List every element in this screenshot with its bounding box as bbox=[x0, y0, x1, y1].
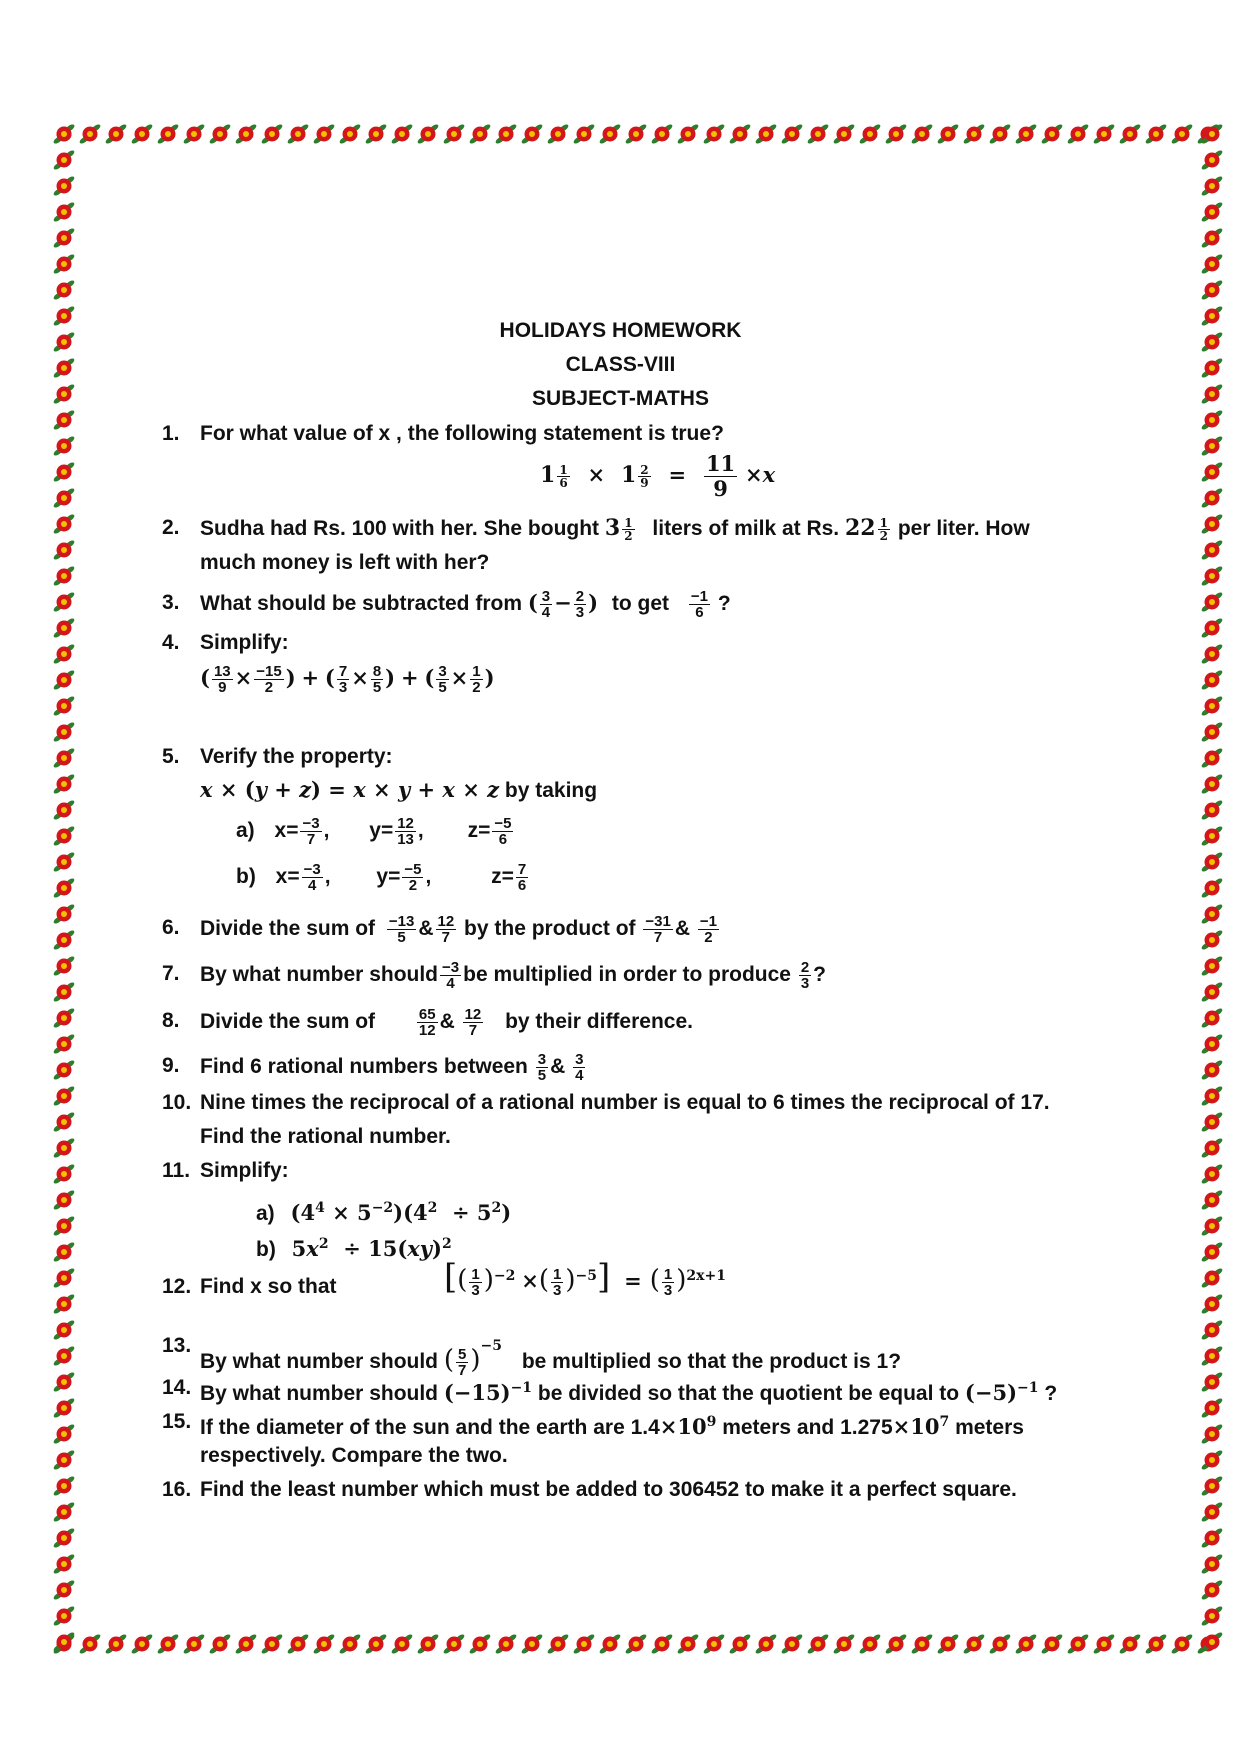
q15-text-a: If the diameter of the sun and the earth are 1.4 bbox=[200, 1416, 660, 1439]
flower-icon bbox=[52, 825, 75, 847]
q11-a-label: a) bbox=[256, 1202, 275, 1225]
flower-icon bbox=[52, 1111, 75, 1133]
flower-icon bbox=[780, 1633, 803, 1655]
flower-icon bbox=[1200, 1371, 1223, 1393]
flower-icon bbox=[806, 1633, 829, 1655]
q15-number: 15. bbox=[162, 1410, 192, 1433]
flower-icon bbox=[52, 123, 75, 145]
flower-icon bbox=[858, 123, 881, 145]
flower-icon bbox=[1118, 123, 1141, 145]
flower-icon bbox=[1200, 721, 1223, 743]
flower-icon bbox=[1200, 617, 1223, 639]
flower-icon bbox=[286, 123, 309, 145]
flower-icon bbox=[52, 149, 75, 171]
flower-icon bbox=[650, 123, 673, 145]
q15-text-b: meters and 1.275 bbox=[722, 1416, 893, 1439]
flower-icon bbox=[910, 123, 933, 145]
flower-icon bbox=[52, 1215, 75, 1237]
flower-icon bbox=[1200, 695, 1223, 717]
flower-icon bbox=[208, 1633, 231, 1655]
flower-icon bbox=[1200, 409, 1223, 431]
flower-icon bbox=[988, 123, 1011, 145]
flower-icon bbox=[442, 123, 465, 145]
flower-icon bbox=[806, 123, 829, 145]
q3-line: What should be subtracted from ( $\frac{3}{4}$ − $\frac{2}{3}$ ) to get $\frac{-1}{6}$ ? bbox=[200, 588, 731, 621]
flower-icon bbox=[1200, 1007, 1223, 1029]
flower-icon bbox=[650, 1633, 673, 1655]
flower-icon bbox=[1200, 487, 1223, 509]
flower-icon bbox=[884, 1633, 907, 1655]
flower-icon bbox=[1200, 279, 1223, 301]
flower-icon bbox=[52, 981, 75, 1003]
flower-icon bbox=[52, 851, 75, 873]
q5-a-label: a) bbox=[236, 819, 255, 843]
flower-icon bbox=[1066, 1633, 1089, 1655]
flower-icon bbox=[260, 123, 283, 145]
flower-icon bbox=[1200, 539, 1223, 561]
q9-number: 9. bbox=[162, 1054, 180, 1077]
flower-icon bbox=[1144, 1633, 1167, 1655]
flower-icon bbox=[52, 1189, 75, 1211]
flower-icon bbox=[832, 1633, 855, 1655]
flower-icon bbox=[104, 1633, 127, 1655]
q2-line2: much money is left with her? bbox=[200, 551, 490, 574]
q7-text-b: be multiplied in order to produce bbox=[463, 963, 791, 987]
flower-icon bbox=[52, 1553, 75, 1575]
q14-number: 14. bbox=[162, 1376, 192, 1399]
flower-icon bbox=[1200, 1631, 1223, 1653]
q11-text: Simplify: bbox=[200, 1159, 289, 1182]
q2-line1: Sudha had Rs. 100 with her. She bought 3 $\frac{1}{2}$ liters of milk at Rs. 22 $\frac{1}{2}$ per liter. How bbox=[200, 515, 1030, 543]
flower-icon bbox=[676, 1633, 699, 1655]
flower-icon bbox=[52, 669, 75, 691]
q11-number: 11. bbox=[162, 1159, 191, 1182]
q13-line: By what number should ( $\frac{5}{7}$ )$^{-5}$ be multiplied so that the product is 1? bbox=[200, 1338, 902, 1379]
q6-line: Divide the sum of $\frac{-13}{5}$ & $\frac{12}{7}$ by the product of $\frac{-31}{7}$ & $\frac{-1}{2}$ bbox=[200, 913, 717, 946]
flower-icon bbox=[1200, 1553, 1223, 1575]
flower-icon bbox=[156, 123, 179, 145]
flower-icon bbox=[702, 123, 725, 145]
flower-icon bbox=[78, 1633, 101, 1655]
q15-line2: respectively. Compare the two. bbox=[200, 1444, 508, 1467]
q11-b-label: b) bbox=[256, 1238, 276, 1261]
q5-property-suffix: by taking bbox=[504, 779, 598, 802]
flower-icon bbox=[104, 123, 127, 145]
flower-icon bbox=[52, 1293, 75, 1315]
flower-icon bbox=[52, 903, 75, 925]
flower-icon bbox=[1014, 123, 1037, 145]
q3-text-b: to get bbox=[611, 592, 670, 616]
q2-text-b: liters of milk at Rs. bbox=[652, 517, 840, 540]
flower-icon bbox=[312, 123, 335, 145]
flower-icon bbox=[52, 1163, 75, 1185]
flower-icon bbox=[1144, 123, 1167, 145]
q7-text-a: By what number should bbox=[200, 963, 439, 987]
flower-icon bbox=[52, 1033, 75, 1055]
q7-number: 7. bbox=[162, 962, 180, 985]
flower-icon bbox=[234, 1633, 257, 1655]
flower-icon bbox=[1170, 1633, 1193, 1655]
flower-icon bbox=[962, 123, 985, 145]
flower-icon bbox=[1200, 1137, 1223, 1159]
flower-icon bbox=[52, 1501, 75, 1523]
flower-icon bbox=[52, 1423, 75, 1445]
q5-text: Verify the property: bbox=[200, 745, 393, 768]
flower-icon bbox=[52, 435, 75, 457]
flower-icon bbox=[1200, 851, 1223, 873]
q2-number: 2. bbox=[162, 516, 180, 539]
flower-icon bbox=[1200, 201, 1223, 223]
flower-icon bbox=[676, 123, 699, 145]
q1-equation: 1 $\frac{1}{6}$ × 1 $\frac{2}{9}$ = $\frac{11}{9}$ ×x bbox=[540, 451, 776, 501]
flower-icon bbox=[1200, 1267, 1223, 1289]
flower-icon bbox=[52, 591, 75, 613]
flower-icon bbox=[1200, 175, 1223, 197]
q15-text-c: meters bbox=[955, 1416, 1024, 1439]
flower-icon bbox=[754, 123, 777, 145]
flower-icon bbox=[52, 279, 75, 301]
flower-icon bbox=[390, 1633, 413, 1655]
flower-icon bbox=[390, 123, 413, 145]
flower-icon bbox=[728, 123, 751, 145]
flower-icon bbox=[52, 617, 75, 639]
flower-icon bbox=[1200, 1241, 1223, 1263]
flower-icon bbox=[1200, 955, 1223, 977]
flower-icon bbox=[598, 1633, 621, 1655]
flower-icon bbox=[468, 123, 491, 145]
q7-line: By what number should $\frac{-3}{4}$ be multiplied in order to produce $\frac{2}{3}$ ? bbox=[200, 959, 826, 992]
flower-icon bbox=[78, 123, 101, 145]
q10-number: 10. bbox=[162, 1091, 192, 1114]
q5-part-b: b) x= $\frac{-3}{4}$ , y= $\frac{-5}{2}$ , z= $\frac{7}{6}$ bbox=[236, 861, 527, 894]
q2-text-c: per liter. How bbox=[897, 517, 1030, 540]
q5-number: 5. bbox=[162, 745, 180, 768]
q13-number: 13. bbox=[162, 1334, 192, 1357]
q6-text-a: Divide the sum of bbox=[200, 917, 376, 941]
flower-icon bbox=[52, 1319, 75, 1341]
flower-icon bbox=[858, 1633, 881, 1655]
flower-icon bbox=[52, 1137, 75, 1159]
q8-text-b: by their difference. bbox=[505, 1010, 693, 1034]
flower-icon bbox=[1200, 929, 1223, 951]
flower-icon bbox=[416, 1633, 439, 1655]
flower-icon bbox=[52, 877, 75, 899]
flower-icon bbox=[1200, 903, 1223, 925]
flower-icon bbox=[1200, 1215, 1223, 1237]
flower-icon bbox=[52, 487, 75, 509]
flower-icon bbox=[52, 175, 75, 197]
flower-icon bbox=[52, 1449, 75, 1471]
q13-text-b: be multiplied so that the product is 1? bbox=[521, 1350, 902, 1373]
flower-icon bbox=[1118, 1633, 1141, 1655]
flower-icon bbox=[1200, 1059, 1223, 1081]
flower-icon bbox=[52, 1631, 75, 1653]
flower-icon bbox=[234, 123, 257, 145]
q9-line: Find 6 rational numbers between $\frac{3}{5}$ & $\frac{3}{4}$ bbox=[200, 1051, 584, 1084]
q4-expression: ( $\frac{13}{9}$ × $\frac{-15}{2}$ ) + ( $\frac{7}{3}$ × $\frac{8}{5}$ ) + ( $\frac{3}{5}$ × $\frac{1}{2}$ ) bbox=[200, 663, 495, 696]
flower-icon bbox=[1200, 1475, 1223, 1497]
q16-text: Find the least number which must be added to 306452 to make it a perfect square. bbox=[200, 1478, 1017, 1501]
flower-icon bbox=[1200, 591, 1223, 613]
flower-icon bbox=[52, 1527, 75, 1549]
flower-icon bbox=[364, 123, 387, 145]
flower-icon bbox=[910, 1633, 933, 1655]
q8-number: 8. bbox=[162, 1009, 180, 1032]
flower-icon bbox=[1200, 513, 1223, 535]
flower-icon bbox=[1200, 1189, 1223, 1211]
q6-text-b: by the product of bbox=[464, 917, 636, 941]
q12-text: Find x so that bbox=[200, 1275, 337, 1298]
q16-number: 16. bbox=[162, 1478, 192, 1501]
flower-icon bbox=[702, 1633, 725, 1655]
q13-text-a: By what number should bbox=[200, 1350, 439, 1373]
flower-icon bbox=[1092, 123, 1115, 145]
flower-icon bbox=[416, 123, 439, 145]
q15-line1: If the diameter of the sun and the earth are $1.4\times 10^9$ meters and $1.275\times 10^7$ meters bbox=[200, 1414, 1024, 1439]
q10-line1: Nine times the reciprocal of a rational number is equal to 6 times the reciprocal of 17. bbox=[200, 1091, 1050, 1114]
flower-icon bbox=[1200, 149, 1223, 171]
flower-icon bbox=[1200, 1163, 1223, 1185]
flower-icon bbox=[572, 1633, 595, 1655]
flower-icon bbox=[832, 123, 855, 145]
flower-icon bbox=[936, 1633, 959, 1655]
flower-icon bbox=[52, 721, 75, 743]
flower-icon bbox=[52, 1397, 75, 1419]
q14-line: By what number should $(-15)^{-1}$ be divided so that the quotient be equal to $(-5)^{-1}$ ? bbox=[200, 1380, 1058, 1405]
flower-icon bbox=[182, 123, 205, 145]
flower-icon bbox=[1092, 1633, 1115, 1655]
flower-icon bbox=[52, 1475, 75, 1497]
flower-icon bbox=[546, 1633, 569, 1655]
flower-icon bbox=[52, 409, 75, 431]
flower-icon bbox=[754, 1633, 777, 1655]
flower-icon bbox=[1200, 1397, 1223, 1419]
flower-icon bbox=[52, 1085, 75, 1107]
flower-icon bbox=[52, 643, 75, 665]
flower-icon bbox=[520, 123, 543, 145]
flower-icon bbox=[1200, 747, 1223, 769]
flower-icon bbox=[1200, 1111, 1223, 1133]
flower-icon bbox=[52, 461, 75, 483]
flower-icon bbox=[494, 1633, 517, 1655]
flower-icon bbox=[1200, 123, 1223, 145]
flower-border-bottom bbox=[52, 1632, 1224, 1656]
flower-icon bbox=[52, 1007, 75, 1029]
flower-icon bbox=[182, 1633, 205, 1655]
flower-icon bbox=[208, 123, 231, 145]
flower-icon bbox=[728, 1633, 751, 1655]
flower-icon bbox=[338, 123, 361, 145]
q9-text: Find 6 rational numbers between bbox=[200, 1055, 528, 1079]
flower-icon bbox=[52, 565, 75, 587]
flower-icon bbox=[52, 955, 75, 977]
flower-icon bbox=[312, 1633, 335, 1655]
flower-icon bbox=[1200, 877, 1223, 899]
flower-icon bbox=[572, 123, 595, 145]
flower-icon bbox=[1200, 773, 1223, 795]
flower-icon bbox=[546, 123, 569, 145]
q3-number: 3. bbox=[162, 591, 180, 614]
flower-icon bbox=[52, 227, 75, 249]
flower-icon bbox=[52, 1267, 75, 1289]
flower-icon bbox=[1200, 1033, 1223, 1055]
q12-number: 12. bbox=[162, 1275, 192, 1298]
q5-part-a: a) x= $\frac{-3}{7}$ , y= $\frac{12}{13}$ , z= $\frac{-5}{6}$ bbox=[236, 815, 512, 848]
flower-icon bbox=[962, 1633, 985, 1655]
flower-icon bbox=[624, 123, 647, 145]
subject-label: SUBJECT-MATHS bbox=[532, 387, 709, 410]
flower-icon bbox=[338, 1633, 361, 1655]
flower-icon bbox=[364, 1633, 387, 1655]
flower-icon bbox=[130, 1633, 153, 1655]
flower-icon bbox=[52, 539, 75, 561]
flower-icon bbox=[1170, 123, 1193, 145]
flower-icon bbox=[52, 1579, 75, 1601]
flower-icon bbox=[442, 1633, 465, 1655]
flower-icon bbox=[286, 1633, 309, 1655]
flower-icon bbox=[1014, 1633, 1037, 1655]
flower-icon bbox=[1200, 1085, 1223, 1107]
flower-icon bbox=[52, 1059, 75, 1081]
q14-text-a: By what number should bbox=[200, 1382, 439, 1405]
flower-icon bbox=[1200, 1345, 1223, 1367]
flower-icon bbox=[1200, 1423, 1223, 1445]
q5-property: x × (y + z) = x × y + x × z by taking bbox=[200, 777, 598, 802]
q4-text: Simplify: bbox=[200, 631, 289, 654]
flower-icon bbox=[1200, 981, 1223, 1003]
q8-line: Divide the sum of $\frac{65}{12}$ & $\frac{12}{7}$ by their difference. bbox=[200, 1006, 693, 1039]
q2-text-a: Sudha had Rs. 100 with her. She bought bbox=[200, 517, 600, 540]
q3-text-a: What should be subtracted from bbox=[200, 592, 523, 616]
class-label: CLASS-VIII bbox=[565, 353, 676, 376]
q8-text-a: Divide the sum of bbox=[200, 1010, 376, 1034]
q11-part-b: b) $5x^2 \div 15(xy)^2$ bbox=[256, 1236, 452, 1261]
flower-icon bbox=[988, 1633, 1011, 1655]
flower-icon bbox=[1200, 1293, 1223, 1315]
flower-icon bbox=[520, 1633, 543, 1655]
q6-number: 6. bbox=[162, 916, 180, 939]
flower-icon bbox=[52, 773, 75, 795]
q7-text-c: ? bbox=[813, 963, 826, 987]
flower-icon bbox=[780, 123, 803, 145]
flower-icon bbox=[1200, 643, 1223, 665]
q5-b-label: b) bbox=[236, 865, 256, 889]
q1-text: For what value of x , the following statement is true? bbox=[200, 422, 724, 445]
flower-icon bbox=[1200, 1319, 1223, 1341]
flower-icon bbox=[1200, 565, 1223, 587]
flower-icon bbox=[1200, 669, 1223, 691]
flower-icon bbox=[52, 929, 75, 951]
flower-icon bbox=[1200, 1579, 1223, 1601]
flower-icon bbox=[1200, 1605, 1223, 1627]
flower-icon bbox=[468, 1633, 491, 1655]
flower-icon bbox=[1200, 461, 1223, 483]
flower-icon bbox=[1200, 1501, 1223, 1523]
flower-icon bbox=[130, 123, 153, 145]
flower-icon bbox=[1200, 227, 1223, 249]
flower-icon bbox=[52, 253, 75, 275]
flower-icon bbox=[260, 1633, 283, 1655]
flower-icon bbox=[1200, 435, 1223, 457]
flower-icon bbox=[936, 123, 959, 145]
q10-line2: Find the rational number. bbox=[200, 1125, 451, 1148]
flower-icon bbox=[1040, 1633, 1063, 1655]
flower-icon bbox=[1200, 825, 1223, 847]
flower-icon bbox=[52, 1241, 75, 1263]
flower-icon bbox=[1200, 1527, 1223, 1549]
flower-icon bbox=[494, 123, 517, 145]
q3-text-c: ? bbox=[717, 592, 731, 616]
flower-icon bbox=[884, 123, 907, 145]
q14-text-b: be divided so that the quotient be equal to bbox=[537, 1382, 960, 1405]
q14-text-c: ? bbox=[1044, 1382, 1058, 1405]
q12-equation: [( $\frac{1}{3}$ )$^{-2}$ ×( $\frac{1}{3}$ )$^{-5}$] = ( $\frac{1}{3}$ )$^{2x+1}$ bbox=[444, 1257, 726, 1299]
flower-icon bbox=[52, 695, 75, 717]
flower-icon bbox=[1040, 123, 1063, 145]
flower-icon bbox=[1066, 123, 1089, 145]
flower-icon bbox=[624, 1633, 647, 1655]
flower-icon bbox=[156, 1633, 179, 1655]
q11-part-a: a) $(4^4 \times 5^{-2})(4^2 \div 5^2)$ bbox=[256, 1200, 512, 1225]
flower-icon bbox=[1200, 253, 1223, 275]
flower-icon bbox=[52, 799, 75, 821]
flower-icon bbox=[52, 1371, 75, 1393]
flower-icon bbox=[1200, 799, 1223, 821]
worksheet-title: HOLIDAYS HOMEWORK bbox=[499, 319, 742, 342]
flower-icon bbox=[52, 201, 75, 223]
q1-number: 1. bbox=[162, 422, 180, 445]
flower-icon bbox=[52, 747, 75, 769]
flower-icon bbox=[52, 1605, 75, 1627]
q4-number: 4. bbox=[162, 631, 180, 654]
flower-border-top bbox=[52, 122, 1224, 146]
flower-icon bbox=[1200, 1449, 1223, 1471]
flower-icon bbox=[598, 123, 621, 145]
flower-icon bbox=[52, 1345, 75, 1367]
flower-icon bbox=[52, 513, 75, 535]
